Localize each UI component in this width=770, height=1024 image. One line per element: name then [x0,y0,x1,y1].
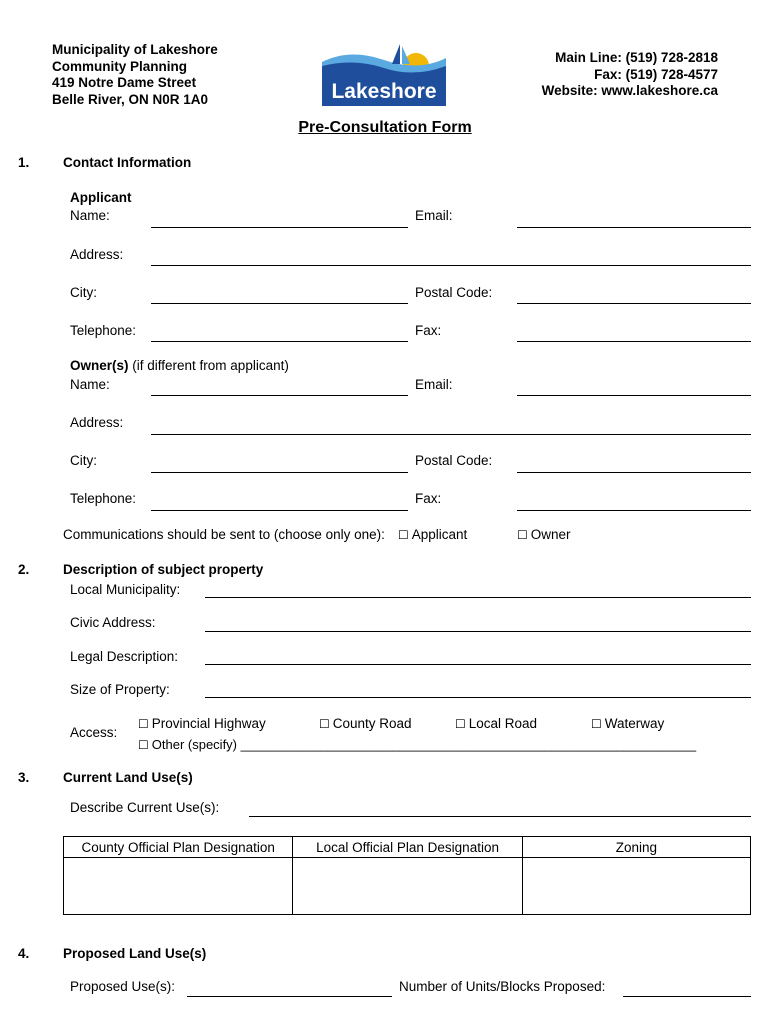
local-op-header: Local Official Plan Designation [293,837,522,858]
applicant-telephone-label: Telephone: [70,323,137,338]
table-header-row [64,837,751,858]
section-3-number: 3. [18,770,30,785]
owner-telephone-field[interactable] [151,510,408,511]
access-other-label: Other (specify) _______________________________________________________________ [151,737,697,752]
owner-city-field[interactable] [151,472,408,473]
comm-owner-label: Owner [530,527,571,542]
legal-description-field[interactable] [205,664,751,665]
website-line: Website: www.lakeshore.ca [541,83,718,98]
civic-address-label: Civic Address: [70,615,156,630]
org-line: Belle River, ON N0R 1A0 [52,91,209,107]
section-4-number: 4. [18,946,30,961]
lakeshore-logo [320,40,448,108]
legal-description-label: Legal Description: [70,649,179,664]
fax-line: Fax: (519) 728-4577 [594,66,718,82]
county-op-cell[interactable] [64,858,293,915]
section-3-heading: Current Land Use(s) [63,770,193,785]
owner-postal-label: Postal Code: [415,453,493,468]
access-option-label: Local Road [468,716,538,731]
org-line: 419 Notre Dame Street [52,75,197,90]
checkbox-icon[interactable]: ☐ [398,528,409,542]
applicant-name-label: Name: [70,208,110,223]
org-line: Community Planning [52,58,187,74]
checkbox-icon[interactable]: ☐ [591,717,602,731]
section-2-heading: Description of subject property [63,562,264,577]
owner-fax-label: Fax: [415,491,442,506]
owner-name-label: Name: [70,377,110,392]
owner-name-field[interactable] [151,395,408,396]
applicant-postal-field[interactable] [517,303,751,304]
owner-telephone-label: Telephone: [70,491,137,506]
proposed-use-label: Proposed Use(s): [70,979,176,994]
zoning-cell[interactable] [522,858,750,915]
owner-postal-field[interactable] [517,472,751,473]
checkbox-icon[interactable]: ☐ [319,717,330,731]
main-line: Main Line: (519) 728-2818 [555,50,718,65]
owner-heading: Owner(s) [70,358,129,373]
applicant-email-field[interactable] [517,227,751,228]
contact-info [542,50,718,100]
size-field[interactable] [205,697,751,698]
applicant-fax-field[interactable] [517,341,751,342]
comm-applicant-option[interactable] [398,527,467,542]
access-label: Access: [70,725,118,740]
owner-heading-row [70,358,289,373]
logo-text: Lakeshore [331,80,437,103]
section-1-heading: Contact Information [63,155,192,170]
zoning-header: Zoning [522,837,750,858]
applicant-address-label: Address: [70,247,124,262]
units-label: Number of Units/Blocks Proposed: [399,979,606,994]
size-label: Size of Property: [70,682,170,697]
access-option-label: Waterway [604,716,665,731]
checkbox-icon[interactable]: ☐ [138,717,149,731]
comm-applicant-label: Applicant [411,527,468,542]
form-title: Pre-Consultation Form [298,119,472,136]
county-op-header: County Official Plan Designation [64,837,293,858]
applicant-city-field[interactable] [151,303,408,304]
access-option-label: County Road [332,716,412,731]
section-4-heading: Proposed Land Use(s) [63,946,207,961]
local-municipality-label: Local Municipality: [70,582,181,597]
land-use-table [63,836,751,915]
table-row [64,858,751,915]
applicant-name-field[interactable] [151,227,408,228]
applicant-city-label: City: [70,285,97,300]
units-field[interactable] [623,996,751,997]
section-2-number: 2. [18,562,30,577]
applicant-fax-label: Fax: [415,323,442,338]
describe-current-use-label: Describe Current Use(s): [70,800,220,815]
owner-city-label: City: [70,453,97,468]
logo-graphic [320,40,448,108]
proposed-use-field[interactable] [187,996,392,997]
local-municipality-field[interactable] [205,597,751,598]
checkbox-icon[interactable]: ☐ [517,528,528,542]
access-provincial-highway[interactable] [138,716,266,731]
local-op-cell[interactable] [293,858,522,915]
applicant-postal-label: Postal Code: [415,285,493,300]
org-line: Municipality of Lakeshore [52,42,218,57]
access-local-road[interactable] [455,716,537,731]
municipality-address [52,42,218,108]
communications-prompt: Communications should be sent to (choose only one): [63,527,385,542]
civic-address-field[interactable] [205,631,751,632]
comm-owner-option[interactable] [517,527,571,542]
applicant-heading: Applicant [70,190,132,205]
owner-email-field[interactable] [517,395,751,396]
applicant-email-label: Email: [415,208,453,223]
owner-note: (if different from applicant) [128,358,289,373]
describe-current-use-field[interactable] [249,816,751,817]
checkbox-icon[interactable]: ☐ [138,738,149,752]
applicant-telephone-field[interactable] [151,341,408,342]
owner-email-label: Email: [415,377,453,392]
owner-address-label: Address: [70,415,124,430]
access-county-road[interactable] [319,716,412,731]
owner-address-field[interactable] [151,434,751,435]
applicant-address-field[interactable] [151,265,751,266]
checkbox-icon[interactable]: ☐ [455,717,466,731]
owner-fax-field[interactable] [517,510,751,511]
section-1-number: 1. [18,155,30,170]
access-waterway[interactable] [591,716,664,731]
access-other[interactable] [138,737,696,752]
access-option-label: Provincial Highway [151,716,266,731]
